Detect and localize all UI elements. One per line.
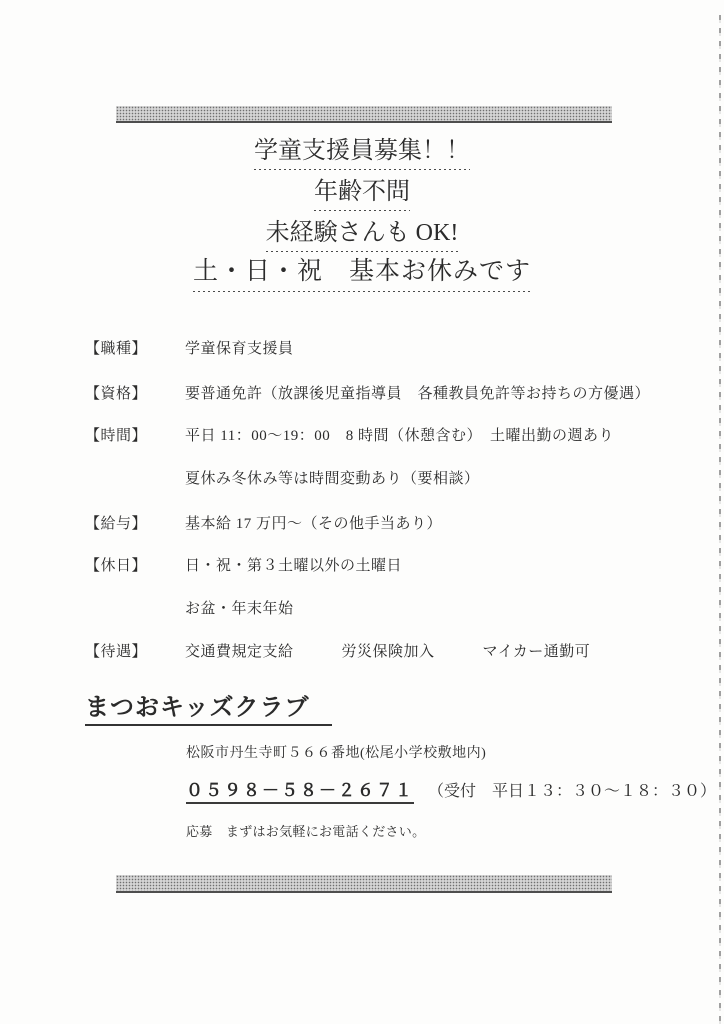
title-text: 学童支援員募集！！ — [254, 130, 470, 170]
row-label: 【時間】 — [85, 428, 148, 444]
row-value: 学童保育支援員 — [185, 341, 294, 357]
row-label: 【職種】 — [85, 341, 148, 357]
title-text: 年齢不問 — [314, 171, 410, 211]
apply-instruction: 応募 まずはお気軽にお電話ください。 — [186, 824, 426, 839]
title-text: 未経験さんも OK! — [266, 212, 459, 252]
row-hours-note — [185, 467, 480, 488]
title-line-recruiting — [0, 130, 724, 170]
row-value: 日・祝・第３土曜以外の土曜日 — [185, 558, 403, 574]
benefit-item-car: マイカー通勤可 — [482, 644, 591, 660]
row-days-off-note — [185, 597, 294, 618]
row-value: 要普通免許（放課後児童指導員 各種教員免許等お持ちの方優遇） — [185, 386, 651, 402]
row-value: お盆・年末年始 — [185, 601, 294, 617]
benefit-item-insurance: 労災保険加入 — [341, 644, 435, 660]
row-benefits — [85, 640, 590, 661]
row-label: 【給与】 — [85, 516, 148, 532]
row-label: 【待遇】 — [85, 644, 148, 660]
benefit-item-transport: 交通費規定支給 — [185, 644, 294, 660]
contact-phone-row — [186, 776, 716, 801]
row-hours — [85, 424, 614, 445]
scan-artifact-line — [719, 15, 721, 1024]
title-line-age — [0, 171, 724, 211]
halftone-band-bottom — [116, 875, 612, 893]
row-label: 【休日】 — [85, 558, 148, 574]
phone-reception-hours: （受付 平日１３：３０～１８：３０） — [428, 783, 717, 800]
contact-address: 松阪市丹生寺町５６６番地(松尾小学校敷地内) — [186, 746, 487, 761]
halftone-band-top — [116, 106, 612, 123]
row-value: 夏休み冬休み等は時間変動あり（要相談） — [185, 471, 480, 487]
phone-number: ０５９８－５８－２６７１ — [186, 781, 414, 804]
row-salary — [85, 512, 442, 533]
row-qualification — [85, 382, 650, 403]
row-value: 基本給 17 万円～（その他手当あり） — [185, 516, 443, 532]
contact-name: まつおキッズクラブ — [85, 687, 332, 726]
row-label: 【資格】 — [85, 386, 148, 402]
title-text: 土・日・祝 基本お休みです — [193, 251, 531, 292]
row-days-off — [85, 554, 402, 575]
row-job-type — [85, 337, 294, 358]
title-line-holidays — [0, 251, 724, 292]
title-line-experience — [0, 212, 724, 252]
row-value: 平日 11：00～19：00 8 時間（休憩含む） 土曜出勤の週あり — [185, 428, 614, 444]
benefits-list — [185, 640, 590, 661]
